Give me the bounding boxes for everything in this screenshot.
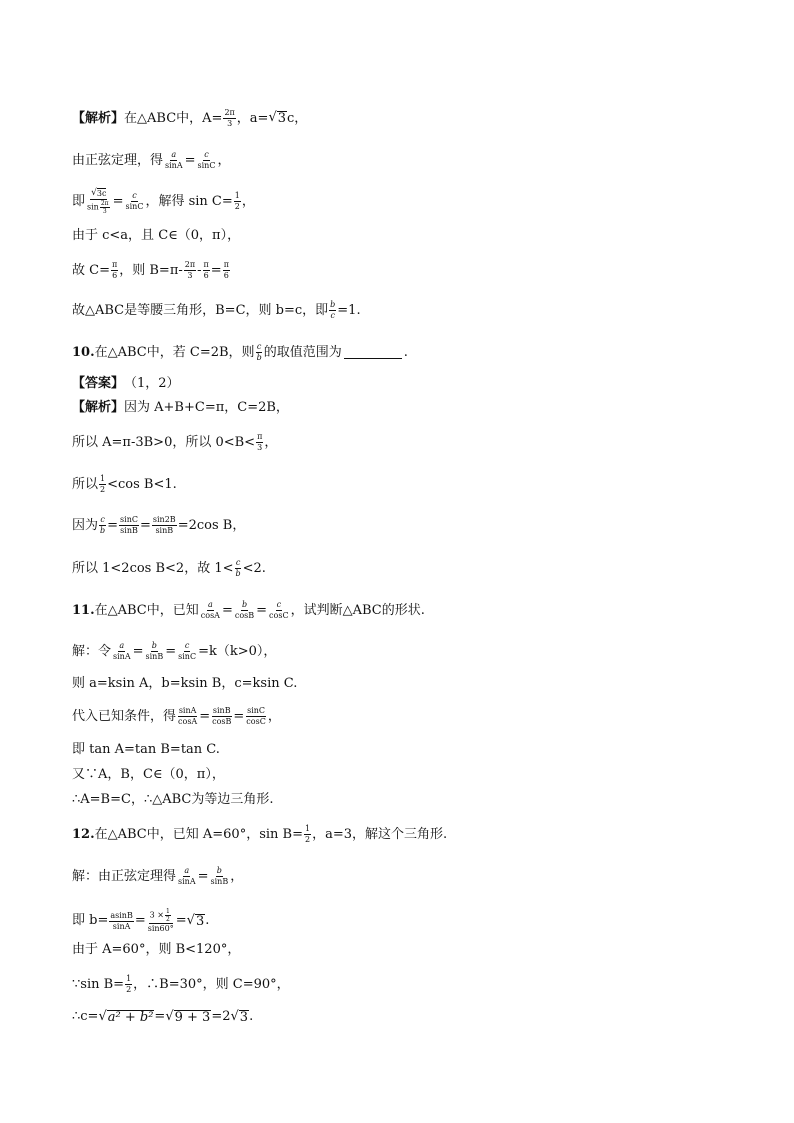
p11-line-6 <box>72 790 273 810</box>
fraction: $\frac{1}{2}$ <box>100 474 106 494</box>
text: 故 C= <box>72 262 110 278</box>
p11-question <box>72 600 425 621</box>
fraction: $\frac{c}{\sin C}$ <box>197 150 216 170</box>
text: ，∴B=30°，则 C=90°， <box>133 976 290 992</box>
p11-line-2 <box>72 674 297 694</box>
text: = <box>256 602 268 618</box>
question-number: 10. <box>72 344 95 360</box>
p11-line-5 <box>72 765 225 785</box>
text: <cos B<1. <box>107 476 177 492</box>
text: ∵sin B= <box>72 976 125 992</box>
text: 则 a=ksin A，b=ksin B，c=ksin C. <box>72 676 298 691</box>
sqrt: √ 3 <box>186 912 205 929</box>
p9-line-4 <box>72 226 240 246</box>
text: =2cos B， <box>177 517 246 533</box>
p9-line-6 <box>72 300 361 321</box>
p12-question <box>72 824 447 845</box>
text: = <box>175 913 187 928</box>
fraction: $\frac{\pi}{3}$ <box>257 432 263 452</box>
text: = <box>154 1009 166 1024</box>
p10-answer <box>72 374 180 394</box>
text: 由于 c<a，且 C∈（0，π）， <box>72 228 241 243</box>
fraction: $\frac{a}{\cos A}$ <box>200 600 220 620</box>
fraction: $\frac{\sin C}{\sin B}$ <box>120 515 138 535</box>
sqrt: √ 9 + 3 <box>165 1008 211 1025</box>
text: 解：令 <box>72 643 112 659</box>
fraction: $\frac{1}{2}$ <box>234 191 240 211</box>
text: 所以 <box>72 476 99 492</box>
text: . <box>403 344 408 360</box>
text: . <box>205 913 210 928</box>
text: = <box>233 708 245 724</box>
text: =k（k>0）， <box>198 643 277 659</box>
fraction: $\frac{c}{\sin C}$ <box>125 191 144 211</box>
text: <2. <box>242 560 266 576</box>
p11-line-1 <box>72 641 276 662</box>
p12-line-3 <box>72 940 240 960</box>
text: = <box>132 643 144 659</box>
text: ， <box>264 434 278 450</box>
text: ，a=3，解这个三角形. <box>312 826 448 842</box>
text: 即 b= <box>72 913 109 928</box>
p12-line-2 <box>72 908 209 934</box>
p10-line-5 <box>72 558 266 579</box>
answer-label: 【答案】 <box>72 376 125 391</box>
question-number: 11. <box>72 602 95 618</box>
text: 即 <box>72 193 86 209</box>
text: ， <box>241 193 255 209</box>
text: = <box>197 868 209 884</box>
fraction: $\frac{2\pi}{3}$ <box>224 108 235 128</box>
text: 因为 <box>72 517 99 533</box>
text: 解：由正弦定理得 <box>72 868 177 884</box>
p9-line-3 <box>72 188 255 215</box>
fraction: $\frac{asinB}{\sin A}$ <box>110 910 133 931</box>
text: ，试判断△ABC的形状. <box>290 602 425 618</box>
text: ，解得 sin C= <box>145 193 233 209</box>
sqrt: √ 3 <box>268 110 287 126</box>
fraction: $\frac{\pi}{6}$ <box>203 260 209 280</box>
text: = <box>210 262 222 278</box>
sqrt: √ 3 <box>230 1008 249 1025</box>
fraction: $\frac{1}{2}$ <box>305 824 311 844</box>
text: 在△ABC中，若 C=2B，则 <box>94 344 255 360</box>
text: =1. <box>337 302 361 318</box>
text: 在△ABC中，已知 <box>94 602 199 618</box>
p10-line-3 <box>72 474 177 495</box>
fraction: √ 3c sin $\frac{2\pi}{3}$ <box>87 188 109 215</box>
fraction: $\frac{\sin 2B}{\sin B}$ <box>152 515 176 535</box>
text: =2 <box>211 1009 231 1024</box>
analysis-label: 【解析】 <box>72 400 125 415</box>
analysis-label: 【解析】 <box>72 110 125 126</box>
text: 因为 A+B+C=π，C=2B， <box>124 400 289 415</box>
fraction: $\frac{c}{b}$ <box>256 342 262 362</box>
fraction: $\frac{c}{b}$ <box>100 515 106 535</box>
p10-question <box>72 342 408 363</box>
text: = <box>184 152 196 168</box>
text: = <box>134 913 146 928</box>
fraction: $\frac{b}{c}$ <box>330 300 336 320</box>
p9-line-5 <box>72 260 231 281</box>
text: 故△ABC是等腰三角形，B=C，则 b=c，即 <box>72 302 329 318</box>
text: ， <box>230 868 244 884</box>
p9-line-2 <box>72 150 230 171</box>
text: = <box>199 708 211 724</box>
fraction: $\frac{2\pi}{3}$ <box>184 260 196 280</box>
text: ，a= <box>236 110 269 126</box>
text: 所以 A=π-3B>0，所以 0<B< <box>72 434 256 450</box>
fraction: $\frac{\sin B}{\cos B}$ <box>212 706 232 726</box>
text: - <box>197 262 202 278</box>
text: ， <box>267 708 281 724</box>
answer-blank <box>344 346 402 359</box>
fraction: $\frac{c}{\sin C}$ <box>178 641 197 661</box>
p10-line-2 <box>72 432 277 453</box>
p10-line-1 <box>72 398 289 418</box>
fraction: $\frac{b}{\sin B}$ <box>210 866 229 886</box>
fraction: $\frac{\sin A}{\cos A}$ <box>178 706 198 726</box>
p12-line-5 <box>72 1007 253 1027</box>
fraction: $\frac{\pi}{6}$ <box>223 260 229 280</box>
sqrt: √ a² + b² <box>98 1008 154 1025</box>
text: = <box>112 193 124 209</box>
fraction: $\frac{a}{\sin A}$ <box>165 150 183 170</box>
p10-line-4 <box>72 515 245 536</box>
text: 即 tan A=tan B=tan C. <box>72 742 220 757</box>
fraction: $\frac{1}{2}$ <box>126 974 132 994</box>
text: 又∵A，B，C∈（0，π）， <box>72 767 225 782</box>
answer-value: （1，2） <box>124 376 180 391</box>
p9-line-1 <box>72 108 307 129</box>
text: 由正弦定理，得 <box>72 152 164 168</box>
p11-line-3 <box>72 706 281 727</box>
text: c， <box>287 110 308 126</box>
text: 在△ABC中，已知 A=60°，sin B= <box>94 826 303 842</box>
p12-line-1 <box>72 866 243 887</box>
text: 的取值范围为 <box>263 344 342 360</box>
text: . <box>249 1009 254 1024</box>
fraction: $\frac{a}{\sin A}$ <box>113 641 131 661</box>
fraction: $\frac{a}{\sin A}$ <box>178 866 196 886</box>
text: ， <box>217 152 231 168</box>
fraction: $\frac{\pi}{6}$ <box>111 260 118 280</box>
fraction: $\frac{\sin C}{\cos C}$ <box>246 706 266 726</box>
text: 在△ABC中，A= <box>124 110 223 126</box>
text: ，则 B=π- <box>119 262 183 278</box>
text: = <box>107 517 119 533</box>
text: ∴c= <box>72 1009 99 1024</box>
fraction: $\frac{c}{b}$ <box>235 558 241 578</box>
question-number: 12. <box>72 826 95 842</box>
fraction: $\frac{b}{\cos B}$ <box>234 600 255 620</box>
text: ∴A=B=C，∴△ABC为等边三角形. <box>72 792 274 807</box>
p11-line-4 <box>72 740 220 760</box>
fraction: $\frac{c}{\cos C}$ <box>269 600 289 620</box>
text: 代入已知条件，得 <box>72 708 177 724</box>
text: = <box>139 517 151 533</box>
text: 由于 A=60°，则 B<120°， <box>72 942 241 957</box>
fraction: 3 × $\frac{1}{2}$ sin60° <box>147 908 174 933</box>
p12-line-4 <box>72 974 290 995</box>
text: = <box>165 643 177 659</box>
text: 所以 1<2cos B<2，故 1< <box>72 560 234 576</box>
text: = <box>221 602 233 618</box>
fraction: $\frac{b}{\sin B}$ <box>145 641 164 661</box>
